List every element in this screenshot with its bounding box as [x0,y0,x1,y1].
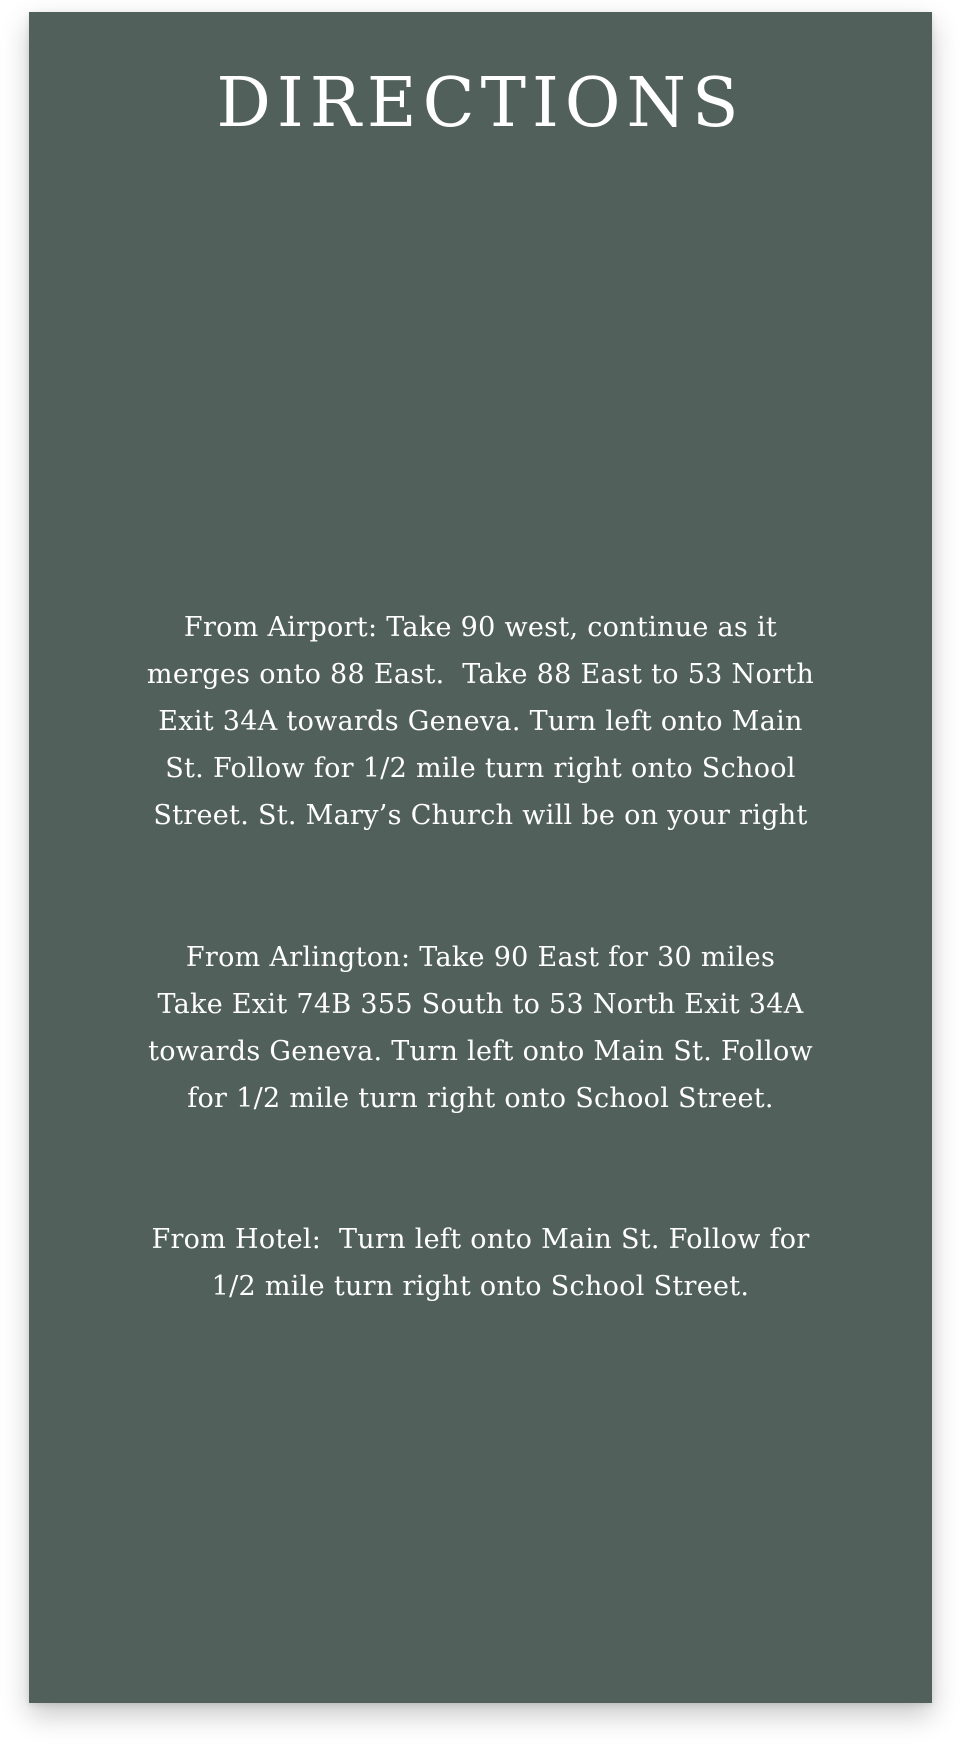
directions-line: Exit 34A towards Geneva. Turn left onto Main [158,706,803,737]
directions-from-arlington [29,934,932,1122]
directions-line: Take Exit 74B 355 South to 53 North Exit 34A [157,989,804,1020]
directions-card [29,12,932,1703]
directions-line: Street. St. Mary’s Church will be on your right [153,800,808,831]
directions-line: merges onto 88 East. Take 88 East to 53 North [146,659,815,690]
directions-line: St. Follow for 1/2 mile turn right onto School [165,753,796,784]
directions-line: From Hotel: Turn left onto Main St. Follow for [151,1224,810,1255]
directions-line: From Arlington: Take 90 East for 30 miles [185,942,776,973]
directions-from-hotel [29,1216,932,1310]
page-title: DIRECTIONS [216,64,745,143]
directions-line: for 1/2 mile turn right onto School Street. [187,1083,774,1114]
directions-line: towards Geneva. Turn left onto Main St. Follow [148,1036,813,1067]
directions-line: 1/2 mile turn right onto School Street. [211,1271,750,1302]
directions-from-airport [29,604,932,839]
directions-line: From Airport: Take 90 west, continue as it [183,612,778,643]
